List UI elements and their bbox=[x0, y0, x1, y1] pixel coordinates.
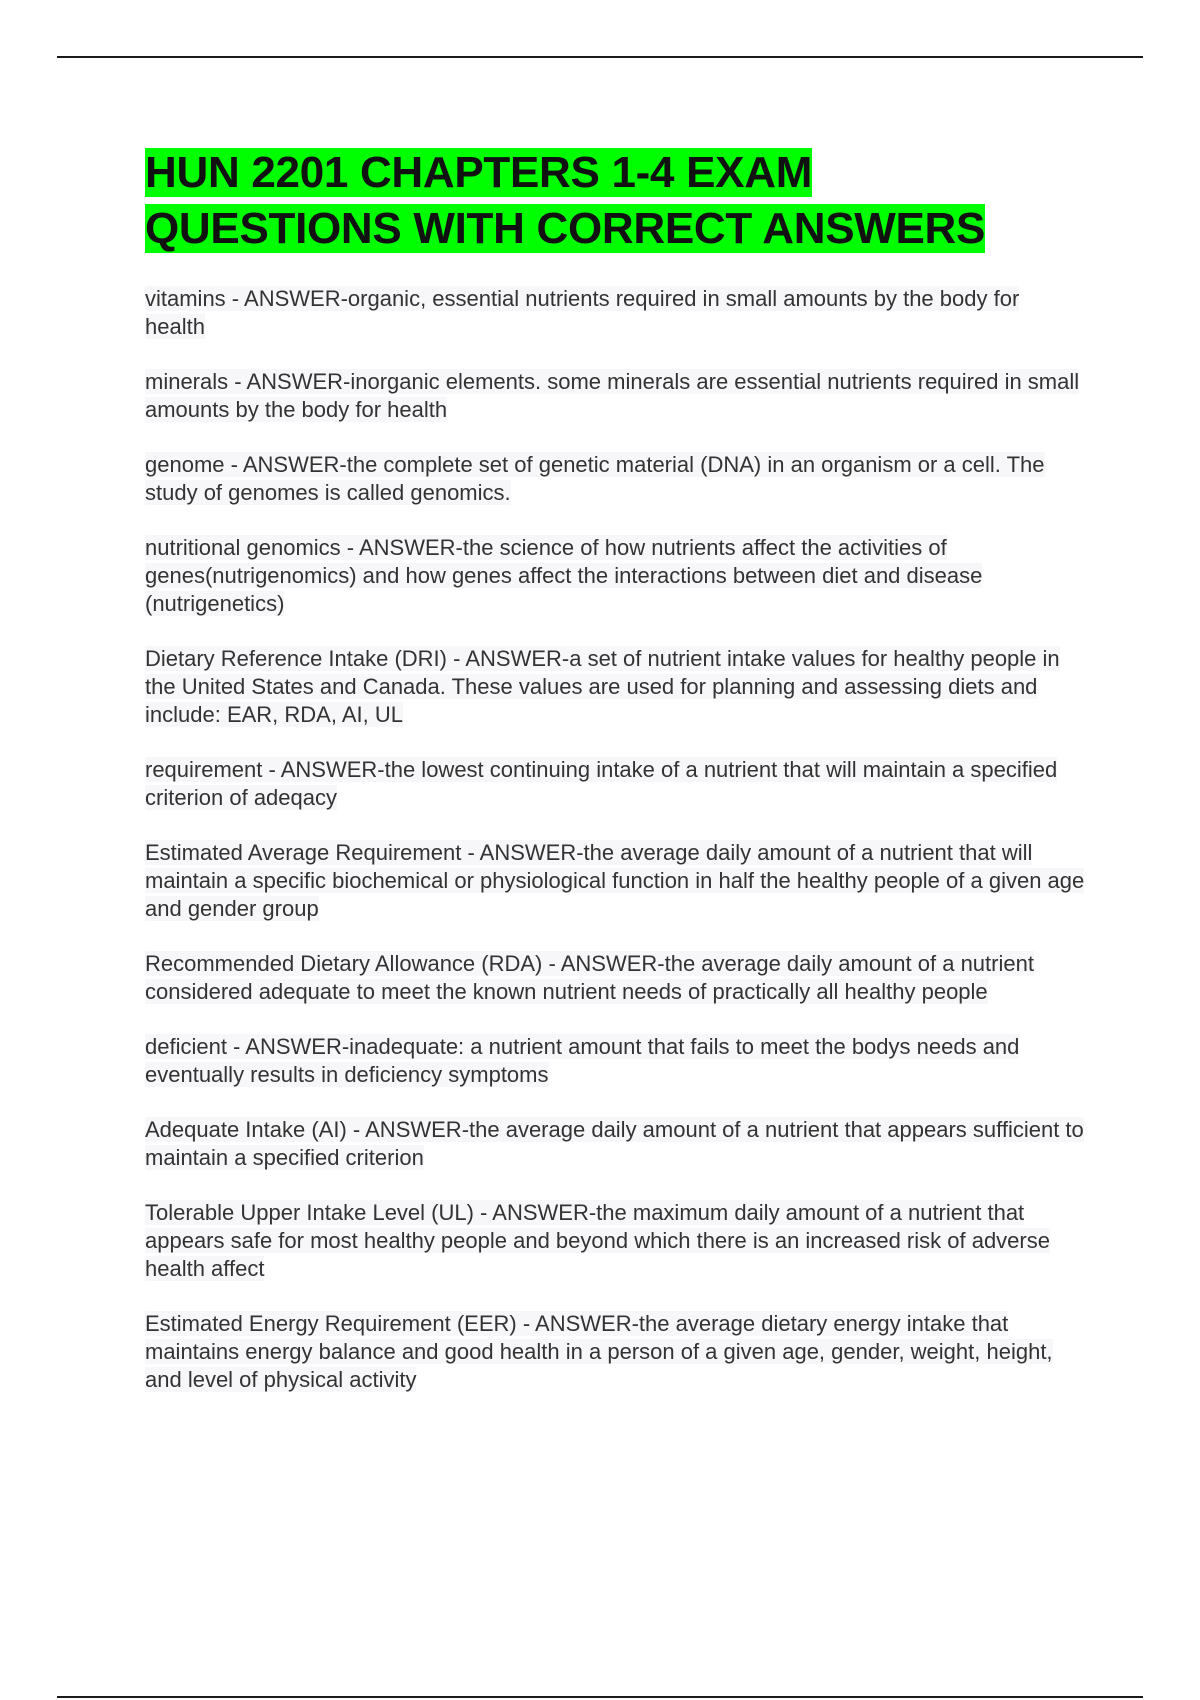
qa-entry-text: requirement - ANSWER-the lowest continuing intake of a nutrient that will maintain a specified criterion of adeqacy bbox=[145, 757, 1058, 810]
qa-entry bbox=[145, 645, 1085, 729]
qa-entry bbox=[145, 1033, 1085, 1089]
qa-entry-text: minerals - ANSWER-inorganic elements. some minerals are essential nutrients required in small amounts by the body for health bbox=[145, 369, 1080, 422]
document-title bbox=[145, 145, 1085, 257]
title-line-1: HUN 2201 CHAPTERS 1-4 EXAM bbox=[145, 148, 813, 197]
qa-entry bbox=[145, 368, 1085, 424]
qa-entry bbox=[145, 756, 1085, 812]
document-body bbox=[145, 145, 1085, 1421]
qa-entry-text: nutritional genomics - ANSWER-the science of how nutrients affect the activities of genes(nutrigenomics) and how genes affect the interactions between diet and disease (nutrigenetics) bbox=[145, 535, 983, 616]
qa-entry-text: Estimated Average Requirement - ANSWER-the average daily amount of a nutrient that will maintain a specific biochemical or physiological function in half the healthy people of a given age and gender group bbox=[145, 840, 1085, 921]
qa-entry bbox=[145, 534, 1085, 618]
header-rule bbox=[57, 56, 1143, 58]
qa-entry bbox=[145, 839, 1085, 923]
qa-entry-text: Dietary Reference Intake (DRI) - ANSWER-a set of nutrient intake values for healthy people in the United States and Canada. These values are used for planning and assessing diets and include: EAR, RDA, AI, UL bbox=[145, 646, 1060, 727]
qa-entry bbox=[145, 950, 1085, 1006]
qa-entry bbox=[145, 1310, 1085, 1394]
qa-entry-text: Recommended Dietary Allowance (RDA) - ANSWER-the average daily amount of a nutrient considered adequate to meet the known nutrient needs of practically all healthy people bbox=[145, 951, 1034, 1004]
qa-entry-text: genome - ANSWER-the complete set of genetic material (DNA) in an organism or a cell. The study of genomes is called genomics. bbox=[145, 452, 1045, 505]
qa-entry-text: vitamins - ANSWER-organic, essential nutrients required in small amounts by the body for health bbox=[145, 286, 1020, 339]
qa-entry-text: Tolerable Upper Intake Level (UL) - ANSWER-the maximum daily amount of a nutrient that appears safe for most healthy people and beyond which there is an increased risk of adverse health affect bbox=[145, 1200, 1050, 1281]
qa-entry-text: Adequate Intake (AI) - ANSWER-the average daily amount of a nutrient that appears sufficient to maintain a specified criterion bbox=[145, 1117, 1084, 1170]
qa-entry-text: deficient - ANSWER-inadequate: a nutrient amount that fails to meet the bodys needs and eventually results in deficiency symptoms bbox=[145, 1034, 1020, 1087]
qa-entry-text: Estimated Energy Requirement (EER) - ANSWER-the average dietary energy intake that maintains energy balance and good health in a person of a given age, gender, weight, height, and level of physical activity bbox=[145, 1311, 1053, 1392]
qa-entry bbox=[145, 1199, 1085, 1283]
title-line-2: QUESTIONS WITH CORRECT ANSWERS bbox=[145, 204, 986, 253]
qa-entry bbox=[145, 285, 1085, 341]
qa-list bbox=[145, 285, 1085, 1394]
footer-rule bbox=[57, 1696, 1143, 1698]
qa-entry bbox=[145, 1116, 1085, 1172]
qa-entry bbox=[145, 451, 1085, 507]
